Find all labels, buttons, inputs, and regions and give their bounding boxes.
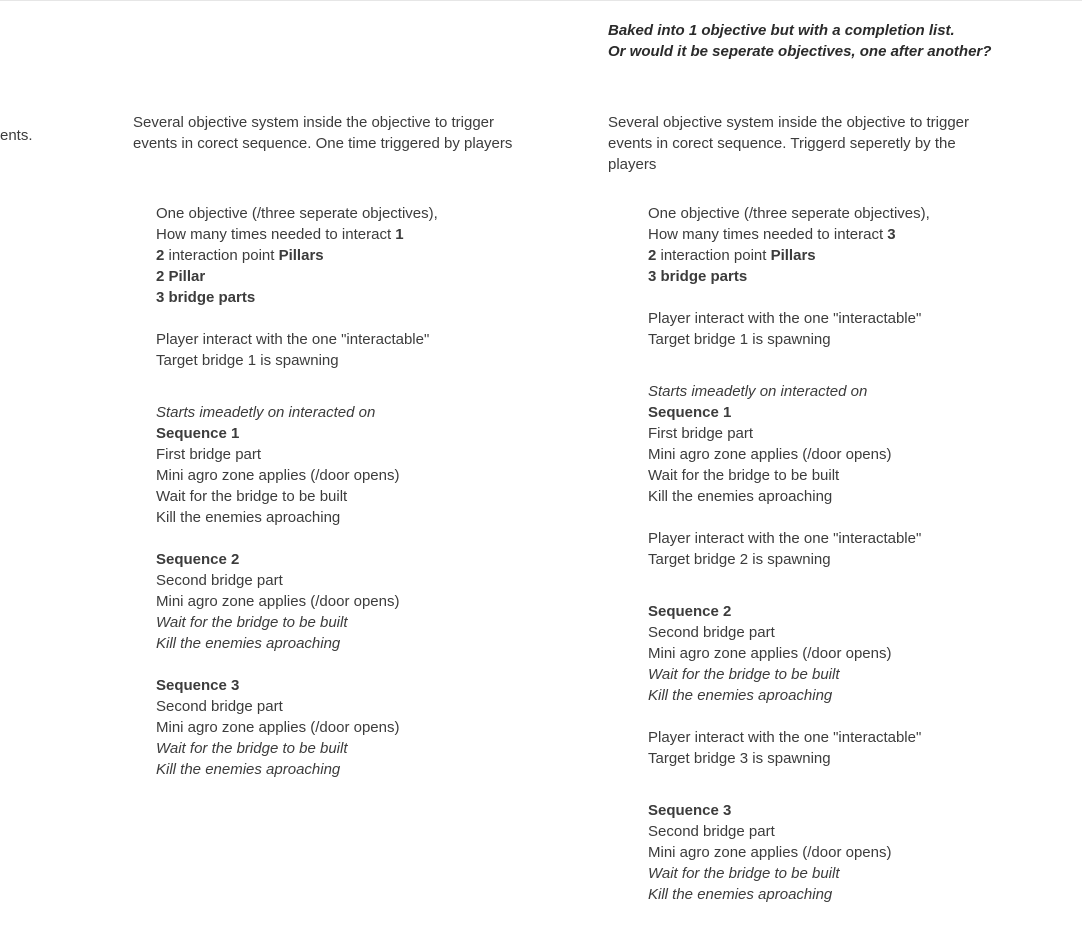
text-group-sequence-1 [648,381,1028,507]
text-line: 2 interaction point Pillars [648,247,816,264]
text-line: Second bridge part [648,823,775,840]
text-line: Player interact with the one "interactable" [156,331,430,348]
text-line: Wait for the bridge to be built [648,865,840,882]
text-line: Target bridge 1 is spawning [156,352,339,369]
text-line: 2 Pillar [156,268,206,285]
text-line: Kill the enemies aproaching [156,635,341,652]
text-line: Mini agro zone applies (/door opens) [648,844,892,861]
text-line: Sequence 1 [648,404,732,421]
text-group-sequence-2 [648,601,1028,706]
text-line: Sequence 2 [156,551,240,568]
text-line: 3 bridge parts [156,289,256,306]
text-line: Target bridge 3 is spawning [648,750,831,767]
text-line: Kill the enemies aproaching [156,509,341,526]
text-line: Sequence 3 [156,677,240,694]
text-line: Player interact with the one "interactable" [648,530,922,547]
text-line: Sequence 3 [648,802,732,819]
text-line: Mini agro zone applies (/door opens) [648,645,892,662]
text-line: Mini agro zone applies (/door opens) [156,719,400,736]
page-top-divider [0,0,1082,1]
text-group-interact-3 [648,727,1028,769]
column-a-intro: Several objective system inside the objective to trigger events in corect sequence. One time triggered by players [133,114,513,152]
text-line: One objective (/three seperate objectives), [648,205,930,222]
left-text-fragment: ents. [0,127,33,144]
text-group-sequence-1 [156,402,536,528]
text-line: Sequence 2 [648,603,732,620]
text-group-interact-1 [648,308,1028,350]
text-line: Mini agro zone applies (/door opens) [648,446,892,463]
text-line: Wait for the bridge to be built [156,740,348,757]
text-line: Kill the enemies aproaching [648,886,833,903]
text-group-sequence-2 [156,549,536,654]
column-b-intro: Several objective system inside the objective to trigger events in corect sequence. Triggerd seperetly by the players [608,114,970,173]
header-note-line-1: Baked into 1 objective but with a completion list. [608,22,955,39]
text-line: How many times needed to interact 1 [156,226,404,243]
text-line: Second bridge part [156,698,283,715]
header-note-line-2: Or would it be seperate objectives, one after another? [608,43,992,60]
column-a-body [156,203,536,801]
text-line: Wait for the bridge to be built [156,488,348,505]
text-line: Second bridge part [156,572,283,589]
text-line: Player interact with the one "interactable" [648,310,922,327]
text-line: Sequence 1 [156,425,240,442]
text-line: Player interact with the one "interactable" [648,729,922,746]
text-group-overview [156,203,536,308]
text-line: Wait for the bridge to be built [648,666,840,683]
text-group-interact-2 [648,528,1028,570]
text-group-interact-1 [156,329,536,371]
text-group-sequence-3 [156,675,536,780]
text-line: How many times needed to interact 3 [648,226,896,243]
text-line: First bridge part [156,446,262,463]
text-line: Mini agro zone applies (/door opens) [156,593,400,610]
text-line: Kill the enemies aproaching [156,761,341,778]
text-line: Kill the enemies aproaching [648,687,833,704]
text-group-overview [648,203,1028,287]
text-line: Wait for the bridge to be built [648,467,840,484]
text-line: Target bridge 2 is spawning [648,551,831,568]
text-line: Kill the enemies aproaching [648,488,833,505]
column-b-body [648,203,1028,926]
text-group-sequence-3 [648,800,1028,905]
text-line: One objective (/three seperate objectives), [156,205,438,222]
text-line: Starts imeadetly on interacted on [156,404,376,421]
text-line: First bridge part [648,425,754,442]
text-line: Starts imeadetly on interacted on [648,383,868,400]
header-note [608,20,1028,62]
text-line: Mini agro zone applies (/door opens) [156,467,400,484]
text-line: Second bridge part [648,624,775,641]
text-line: Target bridge 1 is spawning [648,331,831,348]
text-line: 2 interaction point Pillars [156,247,324,264]
text-line: Wait for the bridge to be built [156,614,348,631]
text-line: 3 bridge parts [648,268,748,285]
